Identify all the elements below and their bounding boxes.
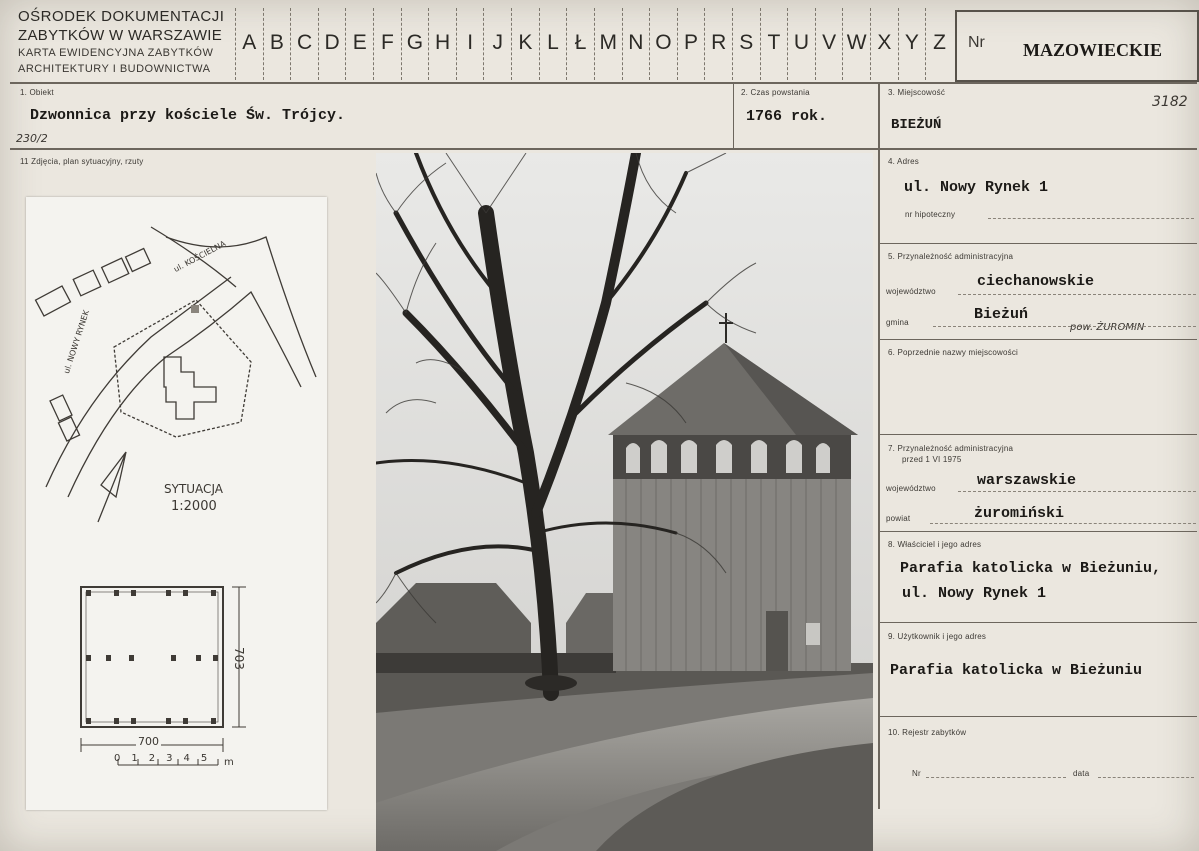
alphabet-letter: Ł <box>566 8 594 80</box>
prev-names-label: 6. Poprzednie nazwy miejscowości <box>888 348 1019 357</box>
alphabet-letter: Z <box>925 8 953 80</box>
alphabet-letter: G <box>401 8 429 80</box>
institution-name-line1: OŚRODEK DOKUMENTACJI <box>18 8 225 25</box>
object-value: Dzwonnica przy kościele Św. Trójcy. <box>30 107 346 124</box>
alphabet-letter: H <box>428 8 456 80</box>
card-title-line2: ARCHITEKTURY I BUDOWNICTWA <box>18 63 211 75</box>
owner-label: 8. Właściciel i jego adres <box>888 540 982 549</box>
scale-tick-label: 1 <box>131 753 138 764</box>
dim-bottom: 700 <box>138 735 159 748</box>
voivodeship-value: ciechanowskie <box>977 273 1095 290</box>
admin-prev-label: 7. Przynależność administracyjna <box>888 444 1014 453</box>
date-value: 1766 rok. <box>746 108 828 125</box>
voivodeship-prev-value: warszawskie <box>977 472 1077 489</box>
owner-line1: Parafia katolicka w Bieżuniu, <box>900 560 1162 577</box>
admin-label: 5. Przynależność administracyjna <box>888 252 1014 261</box>
site-plan-sheet <box>26 197 327 810</box>
alphabet-letter: F <box>373 8 401 80</box>
alphabet-letter: Y <box>898 8 926 80</box>
county-label: powiat <box>886 514 911 523</box>
gmina-value: Bieżuń <box>974 306 1029 323</box>
place-number: 3182 <box>1152 94 1188 110</box>
alphabet-letter: T <box>760 8 788 80</box>
bell-tower-photograph <box>376 153 873 851</box>
address-value: ul. Nowy Rynek 1 <box>904 179 1049 196</box>
place-value: BIEŻUŃ <box>891 117 942 133</box>
alphabet-letter: E <box>345 8 373 80</box>
date-label: 2. Czas powstania <box>741 88 810 97</box>
situation-scale: 1:2000 <box>171 499 217 514</box>
region-name: MAZOWIECKIE <box>1023 40 1163 60</box>
place-label: 3. Miejscowość <box>888 88 946 97</box>
alphabet-letter: R <box>704 8 732 80</box>
street-label-nowy-rynek: ul. NOWY RYNEK <box>62 309 92 375</box>
register-label: 10. Rejestr zabytków <box>888 728 967 737</box>
alphabet-letter: C <box>290 8 318 80</box>
nr-label: Nr <box>968 34 985 51</box>
register-date-label: data <box>1073 769 1090 778</box>
alphabet-letter: D <box>318 8 346 80</box>
alphabet-letter: P <box>677 8 705 80</box>
street-label-koscielna: ul. KOŚCIELNA <box>172 239 228 274</box>
alphabet-letter: N <box>622 8 650 80</box>
voivodeship-prev-label: województwo <box>886 484 936 493</box>
scale-unit: m <box>224 757 234 768</box>
user-value: Parafia katolicka w Bieżuniu <box>890 662 1143 679</box>
gmina-note: pow. ŻUROMIN <box>1070 322 1145 333</box>
alphabet-letter: L <box>539 8 567 80</box>
scale-tick-label: 3 <box>166 753 173 764</box>
alphabet-letter: M <box>594 8 622 80</box>
alphabet-letter: S <box>732 8 760 80</box>
institution-name-line2: ZABYTKÓW W WARSZAWIE <box>18 27 223 44</box>
voivodeship-label: województwo <box>886 287 936 296</box>
alphabet-letter: W <box>842 8 870 80</box>
scale-tick-label: 4 <box>183 753 190 764</box>
situation-label: SYTUACJA <box>164 482 223 496</box>
register-nr-label: Nr <box>912 769 921 778</box>
alphabet-letter: B <box>263 8 291 80</box>
scale-bar-labels <box>114 753 207 764</box>
address-label: 4. Adres <box>888 157 919 166</box>
photos-label: 11 Zdjęcia, plan sytuacyjny, rzuty <box>20 157 144 166</box>
scale-tick-label: 5 <box>200 753 208 764</box>
alphabet-index <box>235 8 953 80</box>
scale-tick-label: 0 <box>114 753 121 764</box>
alphabet-letter: I <box>456 8 484 80</box>
alphabet-letter: J <box>483 8 511 80</box>
alphabet-letter: U <box>787 8 815 80</box>
card-title-line1: KARTA EWIDENCYJNA ZABYTKÓW <box>18 47 214 59</box>
county-value: żuromiński <box>974 505 1065 522</box>
mortgage-label: nr hipoteczny <box>905 210 956 219</box>
alphabet-letter: X <box>870 8 898 80</box>
owner-line2: ul. Nowy Rynek 1 <box>902 585 1047 602</box>
alphabet-letter: V <box>815 8 843 80</box>
admin-prev-date: przed 1 VI 1975 <box>902 455 962 464</box>
alphabet-letter: O <box>649 8 677 80</box>
alphabet-letter: A <box>235 8 263 80</box>
gmina-label: gmina <box>886 318 909 327</box>
alphabet-letter: K <box>511 8 539 80</box>
object-note: 230/2 <box>16 132 48 145</box>
user-label: 9. Użytkownik i jego adres <box>888 632 987 641</box>
dim-side: 703 <box>232 647 246 670</box>
scale-tick-label: 2 <box>148 753 156 764</box>
object-label: 1. Obiekt <box>20 88 54 97</box>
